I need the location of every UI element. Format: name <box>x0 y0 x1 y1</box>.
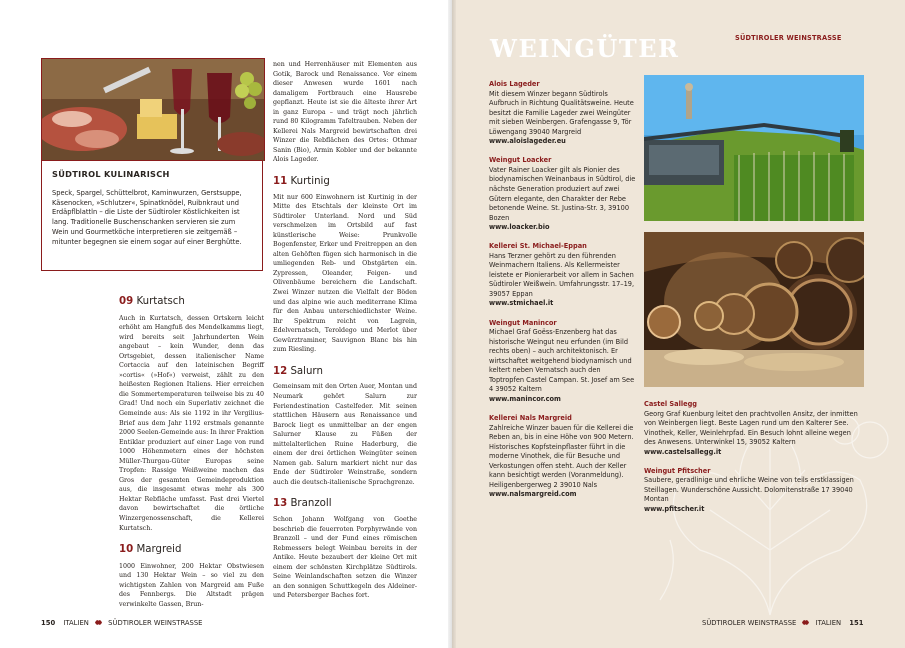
kulinarisch-box <box>41 160 263 271</box>
winery-name: Castel Sallegg <box>644 400 698 408</box>
left-column-1 <box>119 297 264 609</box>
winery-name: Weingut Manincor <box>489 318 557 327</box>
manincor-photo <box>644 75 864 221</box>
winery-text: Mit diesem Winzer begann Südtirols Aufbruch in Richtung Qualitätsweine. Heute besitzt die Familie Lageder zwei Weingüter mit sieben Weinbergen. Grafengasse 9, Tör Löwengang 39040 Margreid <box>489 89 634 136</box>
winery-url: www.nalsmargreid.com <box>489 490 577 499</box>
section-text-kurtatsch: Auch in Kurtatsch, dessen Ortskern leicht erhöht am Hangfuß des Mendelkamms liegt, wird bereits seit Jahrhunderten Wein angebaut – kein Wunder, denn das Ortsgebiet, dessen italienischer Name Cortaccia auf den lateinischen Begriff »cortis« (»Hof«) verweist, zählt zu den heißesten Regionen Italiens. Hier erreichen die Sommertemperaturen teilweise bis zu 40 Grad! Und noch ein Superlativ zeichnet die Gemeinde aus: Als sie 1192 in ihr Vergilius-Brief aus dem Jahr 1192 erstmals genannte 2000 Seelen-Gemeinde aus: In ihrer Fraktion Entiklar produziert auf einer Lage von rund 1000 Höhenmetern eines der höchsten Müller-Thurgau-Güter Europas seine Tropfen: Rassige Weißweine machen das Gros der gesamten Gemeindeproduktion aus, die insgesamt etwas mehr als 300 Hektar Rebfläche umfasst. Fast drei Viertel davon bewirtschaftet die örtliche Winzergenossenschaft, die Kellerei Kurtatsch. <box>119 314 264 532</box>
section-heading-margreid <box>119 545 264 555</box>
section-number: 11 <box>273 176 288 188</box>
winery-url: www.manincor.com <box>489 394 561 403</box>
winery-text: Vater Rainer Loacker gilt als Pionier des biodynamischen Weinanbaus in Südtirol, die nächste Generation produziert auf zwei Gütern elegante, den Charakter der Rebe betonende Weine. St. Justina-Str. 3, 39100 Bozen <box>489 165 636 222</box>
section-text-branzoll: Schon Johann Wolfgang von Goethe beschrieb die feuerroten Porphyrwände von Branzoll – und der Fund eines römischen Rebmessers belegt Weinbau bereits in der Antike. Heute bezaubert der kleine Ort mit einem der schönsten Kirchplätze Südtirols. Seine Weinlandschaften setzen die Winzer an den sonnigen Schuttkegeln des Aldeiner- und Petersberger Baches fort. <box>273 515 417 600</box>
winery-url: www.loacker.bio <box>489 223 550 232</box>
winery-text: Georg Graf Kuenburg leitet den prachtvollen Ansitz, der inmitten von Weinbergen liegt. Beste Lagen rund um den Kalterer See. Vinothek, Keller, Weinlehrpfad. Ein Besuch lohnt alleine wegen des Anwesens. Unterwinkel 15, 39052 Kaltern <box>644 409 858 447</box>
winery-entry <box>644 467 864 515</box>
winery-text: Saubere, geradlinige und ehrliche Weine von teils erstklassigen Steillagen. Wunderschöne Aussicht. Dolomitenstraße 17 39040 Montan <box>644 476 854 504</box>
winery-list-1 <box>489 80 637 509</box>
section-text-margreid: 1000 Einwohner, 200 Hektar Obstwiesen und 130 Hektar Wein – so viel zu den wichtigsten Zahlen von Margreid am Fuße des Fennbergs. Die Altstadt prägen verwinkelte Gassen, Brun- <box>119 562 264 608</box>
section-heading-kurtatsch <box>119 297 264 307</box>
section-title: Branzoll <box>290 498 332 510</box>
footer-region: SÜDTIROLER WEINSTRASSE <box>702 619 797 627</box>
winery-entry <box>644 400 864 457</box>
winery-entry <box>489 156 637 232</box>
winery-text: Zahlreiche Winzer bauen für die Kellerei die Reben an, bis in eine Höhe von 900 Metern. Historisches Kopfsteinpflaster führt in die moderne Vinothek, die für Besuche und Verkostungen offen steht. Auch der Keller kann besichtigt werden (Voranmeldung). Heiligenbergerweg 2 39010 Nals <box>489 423 634 489</box>
winery-entry <box>489 414 637 500</box>
wine-cellar-photo <box>644 232 864 387</box>
section-heading-kurtinig <box>273 177 417 187</box>
winery-url: www.pfitscher.it <box>644 504 705 513</box>
page-title: WEINGÜTER <box>490 34 680 63</box>
grape-leaf-icon <box>94 619 103 626</box>
book-gutter <box>448 0 456 648</box>
section-title: Salurn <box>290 365 323 377</box>
section-number: 12 <box>273 365 288 377</box>
footer-country: ITALIEN <box>63 619 89 627</box>
right-footer <box>702 619 863 627</box>
winery-text: Michael Graf Goëss-Enzenberg hat das historische Weingut neu erfunden (im Bild rechts oben) – auch architektonisch. Er wirtschaftet weitgehend biodynamisch und keltert neben Vernatsch auch den Toptropfen Castel Campan. St. Josef am See 4 39052 Kaltern <box>489 328 635 394</box>
section-title: Kurtatsch <box>136 296 185 307</box>
left-column-2 <box>273 60 417 601</box>
page-number: 151 <box>849 619 864 627</box>
winery-name: Alois Lageder <box>489 80 540 88</box>
winery-url: www.stmichael.it <box>489 299 554 308</box>
section-title: Margreid <box>136 544 182 556</box>
running-header: SÜDTIROLER WEINSTRASSE <box>735 34 842 42</box>
section-text-kurtinig: Mit nur 600 Einwohnern ist Kurtinig in der Mitte des Etschtals der kleinste Ort im Südtiroler Unterland. Nord und Süd verschmelzen im Ortsbild auf fast künstlerische Weise: Prunkvolle Bogenfenster, Erker und Freitreppen an den alten Gehöften fügen sich harmonisch in die umliegenden Reb- und Obstgärten ein. Zypressen, Oleander, Feigen- und Olivenbäume bereichern die Landschaft. Zwei Winzer nutzen die Vielfalt der Böden und das alpine wie auch mediterrane Klima für den Anbau unterschiedlichster Weine. Ihr Spektrum reicht von Lagrein, Edelvernatsch, Teroldego und Merlot über Gewürztraminer, Sauvignon Blanc bis hin zum Riesling. <box>273 193 417 354</box>
section-text-margreid-cont: nen und Herrenhäuser mit Elementen aus Gotik, Barock und Renaissance. Vor einem dieser Anwesen wurde 1601 nach damaligem Fortbrauch eine Hausrebe gepflanzt. Heute ist sie die älteste ihrer Art in ganz Europa – und trägt noch jährlich rund 80 Kilogramm Tafeltrauben. Neben der Kellerei Nals Margreid bewirtschaften drei Winzer die Rebflächen des Ortes: Othmar Sanin (Bio), Armin Kobler und der bekannte Alois Lageder. <box>273 61 417 164</box>
winery-name: Kellerei St. Michael-Eppan <box>489 242 587 251</box>
box-title: SÜDTIROL KULINARISCH <box>52 169 170 179</box>
section-text-salurn: Gemeinsam mit den Orten Auer, Montan und Neumark gehört Salurn zur Feriendestination Castelfeder. Mit seinen stattlichen Häusern aus Renaissance und Barock liegt es unmittelbar an der engen Salurner Klause zu Füßen der mittelalterlichen Ruine Haderburg, die einem der drei örtlichen Weingüter seinen Namen gab. Salurn markiert nicht nur das Ende der Südtiroler Weinstraße, sondern auch die deutsch-italienische Sprachgrenze. <box>273 383 417 486</box>
section-number: 13 <box>273 498 288 510</box>
winery-entry <box>489 319 637 405</box>
section-number: 10 <box>119 544 134 556</box>
winery-entry <box>489 242 637 309</box>
winery-name: Weingut Pfitscher <box>644 466 711 475</box>
winery-entry <box>489 80 637 147</box>
food-photo <box>41 58 265 161</box>
grape-leaf-icon <box>801 619 810 626</box>
box-text: Speck, Spargel, Schüttelbrot, Kaminwurzen, Gerstsuppe, Käsenocken, »Schlutzer«, Spinatknödel, Ruibnkraut und Erdäpflblattln – die Liste der Südtiroler Köstlichkeiten ist lang. Traditionelle Buschenschanken servieren sie zum Wein und Gourmetköche interpretieren sie zeitgemäß – mitunter begegnen sie einem sogar auf einer Berghütte. <box>52 189 242 246</box>
winery-text: Hans Terzner gehört zu den führenden Weinmachern Italiens. Als Kellermeister leistete er Pionierarbeit vor allem in Sachen Südtiroler Weißwein. Umfahrungsstr. 17–19, 39057 Eppan <box>489 251 635 298</box>
section-heading-branzoll <box>273 499 417 509</box>
winery-list-2 <box>644 400 864 524</box>
winery-url: www.aloislageder.eu <box>489 137 566 146</box>
section-title: Kurtinig <box>290 176 330 188</box>
winery-url: www.castelsallegg.it <box>644 447 722 456</box>
section-heading-salurn <box>273 367 417 377</box>
footer-country: ITALIEN <box>815 619 842 627</box>
page-number: 150 <box>41 619 56 627</box>
winery-name: Weingut Loacker <box>489 156 552 165</box>
left-footer <box>41 619 202 627</box>
winery-name: Kellerei Nals Margreid <box>489 413 572 422</box>
footer-region: SÜDTIROLER WEINSTRASSE <box>108 619 203 627</box>
section-number: 09 <box>119 296 134 307</box>
